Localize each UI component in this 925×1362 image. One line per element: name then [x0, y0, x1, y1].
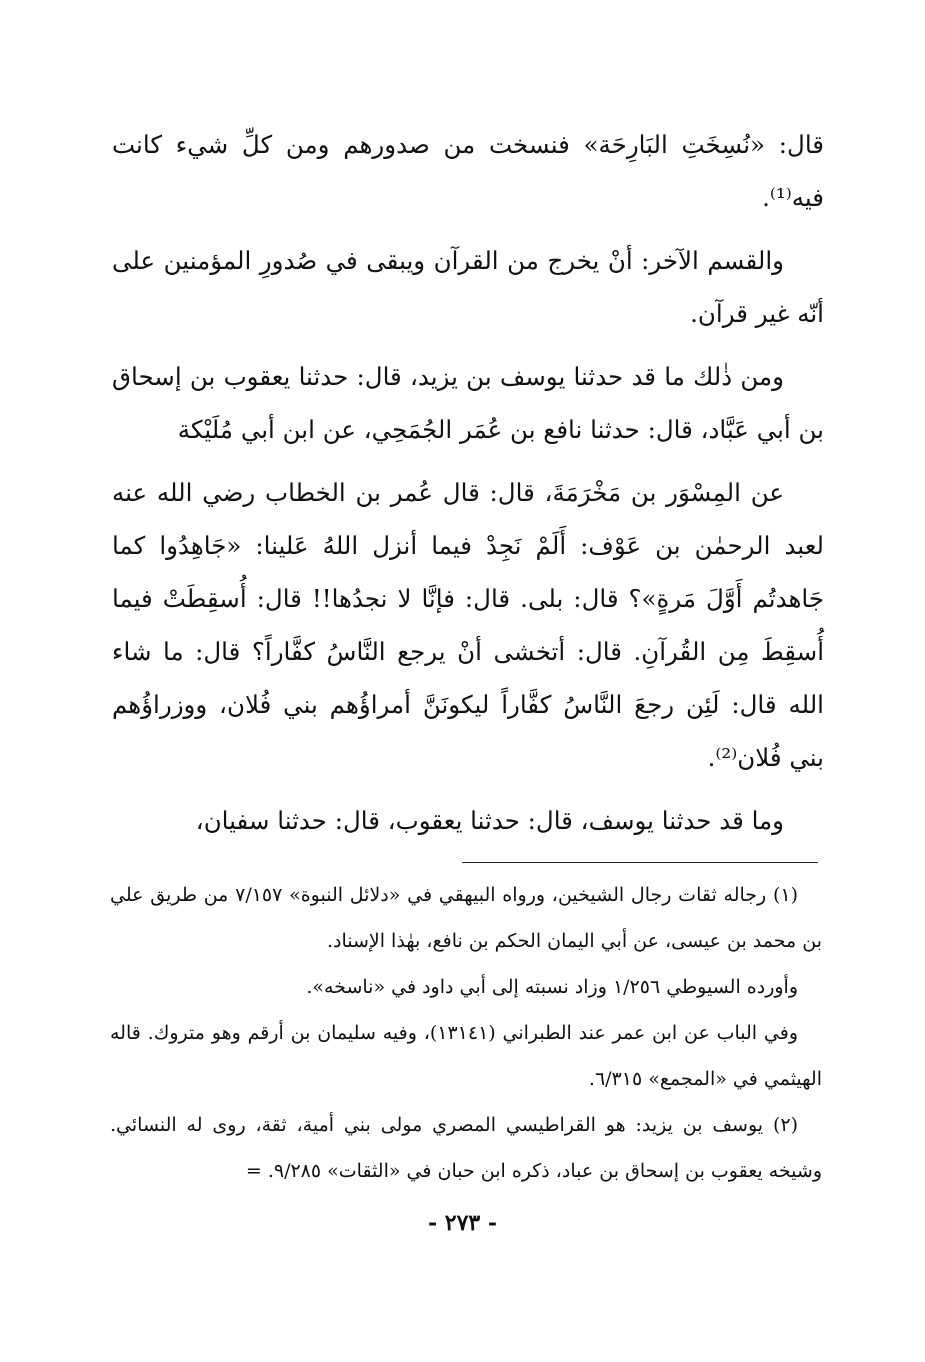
paragraph: والقسم الآخر: أنْ يخرج من القرآن ويبقى في صُدورِ المؤمنين على أنّه غير قرآن. [112, 246, 824, 328]
paragraph: ومن ذٰلك ما قد حدثنا يوسف بن يزيد، قال: حدثنا يعقوب بن إسحاق بن أبي عَبَّاد، قال: حدثنا نافع بن عُمَر الجُمَحِي، عن ابن أبي مُلَيْكة [112, 362, 824, 444]
paragraph: قال: «نُسِخَتِ البَارِحَة» فنسخت من صدورهم ومن كلِّ شيء كانت فيه⁽¹⁾. [112, 130, 824, 212]
footnote: وفي الباب عن ابن عمر عند الطبراني (١٣١٤١)، وفيه سليمان بن أرقم وهو متروك. قاله الهيثمي في «المجمع» ٦/٣١٥. [110, 1022, 822, 1090]
main-text [112, 118, 824, 857]
paragraph: وما قد حدثنا يوسف، قال: حدثنا يعقوب، قال: حدثنا سفيان، [195, 806, 784, 835]
footnotes [110, 872, 822, 1194]
footnote-separator [462, 862, 818, 863]
paragraph: عن المِسْوَر بن مَخْرَمَةَ، قال: قال عُمر بن الخطاب رضي الله عنه لعبد الرحمٰن بن عَوْف: أَلَمْ نَجِدْ فيما أنزل اللهُ عَلينا: «جَاهِدُوا كما جَاهدتُم أَوَّلَ مَرةٍ»؟ قال: بلى. قال: فإنَّا لا نجدُها!! قال: أُسقِطَتْ فيما أُسقِطَ مِن القُرآنِ. قال: أتخشى أنْ يرجع النَّاسُ كفَّاراً؟ قال: ما شاء الله قال: لَئِن رجعَ النَّاسُ كفَّاراً ليكونَنَّ أمراؤُهم بني فُلان، ووزراؤُهم بني فُلان⁽²⁾. [112, 478, 824, 772]
page-number: - ٢٧٣ - [427, 1210, 498, 1236]
footnote: وأورده السيوطي ١/٢٥٦ وزاد نسبته إلى أبي داود في «ناسخه». [306, 976, 798, 998]
footnote: (١) رجاله ثقات رجال الشيخين، ورواه البيهقي في «دلائل النبوة» ٧/١٥٧ من طريق علي بن محمد بن عيسى، عن أبي اليمان الحكم بن نافع، بهٰذا الإسناد. [110, 884, 822, 952]
footnote: (٢) يوسف بن يزيد: هو القراطيسي المصري مولى بني أمية، ثقة، روى له النسائي. وشيخه يعقوب بن إسحاق بن عباد، ذكره ابن حبان في «الثقات» ٩/٢٨٥. = [110, 1114, 822, 1182]
